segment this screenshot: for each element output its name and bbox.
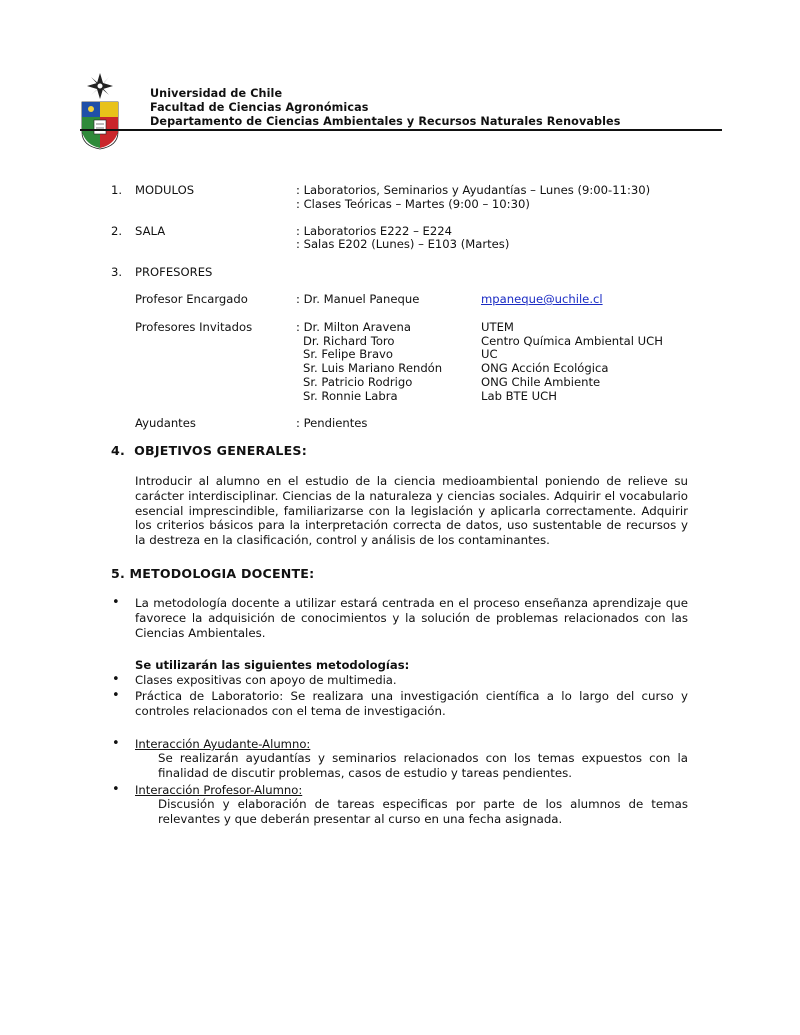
- bullet-icon: •: [112, 688, 120, 703]
- invitado-name: : Dr. Milton Aravena: [296, 320, 411, 334]
- profesores-label: PROFESORES: [135, 265, 213, 279]
- invitado-name: Dr. Richard Toro: [303, 334, 395, 348]
- invitado-org: Lab BTE UCH: [481, 389, 557, 403]
- bullet-icon: •: [112, 595, 120, 610]
- modulos-label: MODULOS: [135, 183, 195, 197]
- invitado-name: Sr. Felipe Bravo: [303, 347, 393, 361]
- modulos-line2: : Clases Teóricas – Martes (9:00 – 10:30): [296, 197, 530, 211]
- metodologia-item3-text: Se realizarán ayudantías y seminarios relacionados con los temas expuestos con la finalidad de discutir problemas, casos de estudio y tareas pendientes.: [158, 751, 688, 780]
- invitado-org: Centro Química Ambiental UCH: [481, 334, 663, 348]
- invitado-name: Sr. Ronnie Labra: [303, 389, 398, 403]
- metodologia-item3-title: Interacción Ayudante-Alumno:: [135, 737, 311, 751]
- invitado-org: ONG Chile Ambiente: [481, 375, 601, 389]
- encargado-name: : Dr. Manuel Paneque: [296, 292, 420, 306]
- encargado-email-link[interactable]: mpaneque@uchile.cl: [481, 292, 603, 306]
- sala-line1: : Laboratorios E222 – E224: [296, 224, 453, 238]
- bullet-icon: •: [112, 672, 120, 687]
- invitado-org: UC: [481, 347, 498, 361]
- invitado-name: Sr. Luis Mariano Rendón: [303, 361, 443, 375]
- modulos-number: 1.: [111, 183, 123, 197]
- invitado-name: Sr. Patricio Rodrigo: [303, 375, 413, 389]
- metodologia-heading: 5. METODOLOGIA DOCENTE:: [111, 566, 315, 581]
- sala-line2: : Salas E202 (Lunes) – E103 (Martes): [296, 237, 510, 251]
- encargado-label: Profesor Encargado: [135, 292, 248, 306]
- header-department: Departamento de Ciencias Ambientales y Recursos Naturales Renovables: [150, 115, 621, 128]
- metodologia-subheading: Se utilizarán las siguientes metodologías:: [135, 658, 410, 672]
- sala-label: SALA: [135, 224, 166, 238]
- invitado-org: UTEM: [481, 320, 514, 334]
- ayudantes-value: : Pendientes: [296, 416, 368, 430]
- metodologia-intro: La metodología docente a utilizar estará centrada en el proceso enseñanza aprendizaje que favorece la adquisición de conocimientos y la solución de problemas relacionados con las Ciencias Ambientales.: [135, 596, 688, 640]
- metodologia-item4-text: Discusión y elaboración de tareas especificas por parte de los alumnos de temas relevantes y que deberán presentar al curso en una fecha asignada.: [158, 797, 688, 826]
- header-faculty: Facultad de Ciencias Agronómicas: [150, 101, 369, 114]
- bullet-icon: •: [112, 736, 120, 751]
- ayudantes-label: Ayudantes: [135, 416, 196, 430]
- sala-number: 2.: [111, 224, 123, 238]
- objetivos-heading: 4. OBJETIVOS GENERALES:: [111, 443, 307, 458]
- metodologia-item1: Clases expositivas con apoyo de multimedia.: [135, 673, 397, 687]
- invitado-org: ONG Acción Ecológica: [481, 361, 609, 375]
- header-rule: [80, 129, 722, 131]
- profesores-number: 3.: [111, 265, 123, 279]
- objetivos-text: Introducir al alumno en el estudio de la ciencia medioambiental poniendo de relieve su carácter interdisciplinar. Ciencias de la naturaleza y ciencias sociales. Adquirir el vocabulario esencial imprescindible, familiarizarse con la legislación y aplicarla correctamente. Adquirir los criterios básicos para la interpretación correcta de datos, uso sustentable de recursos y la destreza en la clasificación, control y análisis de los contaminantes.: [135, 474, 688, 548]
- header-university: Universidad de Chile: [150, 87, 283, 100]
- invitados-label: Profesores Invitados: [135, 320, 253, 334]
- metodologia-item2: Práctica de Laboratorio: Se realizara una investigación científica a lo largo del curso y controles relacionados con el tema de investigación.: [135, 689, 688, 718]
- bullet-icon: •: [112, 782, 120, 797]
- university-crest-logo: [80, 72, 120, 150]
- metodologia-item4-title: Interacción Profesor-Alumno:: [135, 783, 303, 797]
- modulos-line1: : Laboratorios, Seminarios y Ayudantías – Lunes (9:00-11:30): [296, 183, 651, 197]
